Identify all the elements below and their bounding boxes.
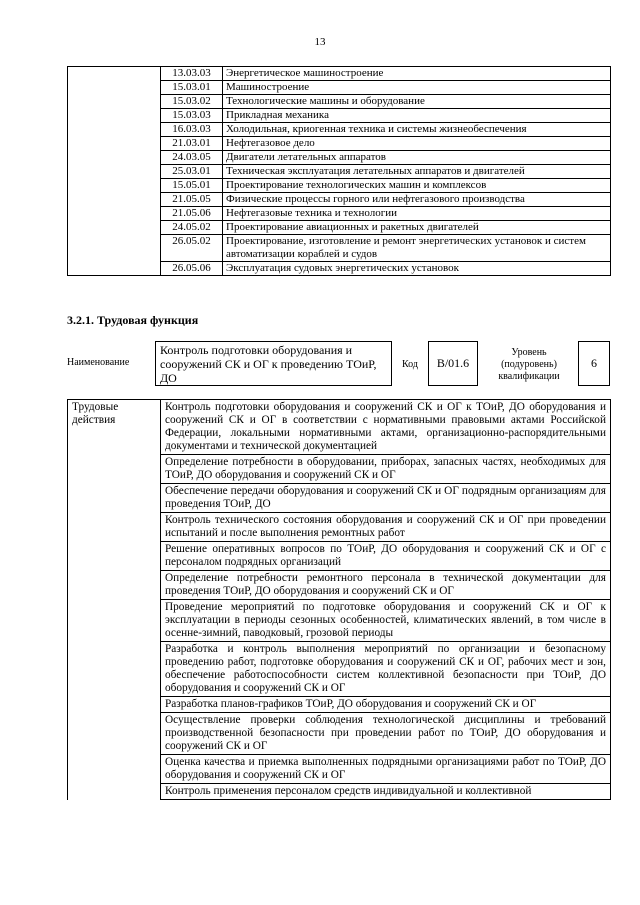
empty-cell <box>68 67 161 81</box>
labor-action: Определение потребности ремонтного персонала в технической документации для проведения ТОиР, ДО оборудования и сооружений СК и ОГ <box>161 571 611 600</box>
qualification-level: 6 <box>578 341 610 386</box>
empty-cell <box>68 123 161 137</box>
labor-action: Контроль подготовки оборудования и сооружений СК и ОГ к ТОиР, ДО оборудования и сооружений СК и ОГ в соответствии с нормативными правовыми актами Российской Федерации, локальными нормативными актами, организационно-распорядительными документами и технической документацией <box>161 400 611 455</box>
section-title: 3.2.1. Трудовая функция <box>67 313 199 327</box>
specialty-code: 21.03.01 <box>161 137 223 151</box>
name-label: Наименование <box>67 357 130 368</box>
labor-action: Разработка планов-графиков ТОиР, ДО оборудования и сооружений СК и ОГ <box>161 697 611 713</box>
specialty-name: Машиностроение <box>223 81 611 95</box>
code-row <box>68 81 611 95</box>
specialty-codes-table <box>67 66 611 276</box>
specialty-code: 26.05.06 <box>161 262 223 276</box>
specialty-name: Проектирование, изготовление и ремонт энергетических установок и систем автоматизации кораблей и судов <box>223 235 611 262</box>
specialty-name: Нефтегазовое дело <box>223 137 611 151</box>
specialty-code: 13.03.03 <box>161 67 223 81</box>
specialty-code: 21.05.06 <box>161 207 223 221</box>
code-row <box>68 67 611 81</box>
specialty-name: Эксплуатация судовых энергетических установок <box>223 262 611 276</box>
empty-cell <box>68 151 161 165</box>
specialty-name: Техническая эксплуатация летательных аппаратов и двигателей <box>223 165 611 179</box>
function-name: Контроль подготовки оборудования и сооружений СК и ОГ к проведению ТОиР, ДО <box>155 341 392 386</box>
code-row <box>68 207 611 221</box>
labor-actions-table <box>67 399 611 800</box>
labor-action: Оценка качества и приемка выполненных подрядными организациями работ по ТОиР, ДО оборудования и сооружений СК и ОГ <box>161 755 611 784</box>
code-row <box>68 165 611 179</box>
level-label: Уровень (подуровень) квалификации <box>498 347 560 382</box>
specialty-name: Нефтегазовые техника и технологии <box>223 207 611 221</box>
code-row <box>68 151 611 165</box>
specialty-name: Энергетическое машиностроение <box>223 67 611 81</box>
specialty-name: Холодильная, криогенная техника и системы жизнеобеспечения <box>223 123 611 137</box>
actions-label: Трудовые действия <box>68 400 161 800</box>
specialty-name: Технологические машины и оборудование <box>223 95 611 109</box>
code-row <box>68 137 611 151</box>
specialty-code: 24.05.02 <box>161 221 223 235</box>
empty-cell <box>68 235 161 262</box>
empty-cell <box>68 262 161 276</box>
specialty-code: 15.05.01 <box>161 179 223 193</box>
code-row <box>68 109 611 123</box>
empty-cell <box>68 95 161 109</box>
labor-action: Проведение мероприятий по подготовке оборудования и сооружений СК и ОГ к эксплуатации в периоды сезонных особенностей, климатических явлений, в том числе в осенне-зимний, паводковый, грозовой периоды <box>161 600 611 642</box>
empty-cell <box>68 179 161 193</box>
function-code: В/01.6 <box>428 341 478 386</box>
labor-action: Определение потребности в оборудовании, приборах, запасных частях, необходимых для ТОиР, ДО оборудования и сооружений СК и ОГ <box>161 455 611 484</box>
specialty-name: Физические процессы горного или нефтегазового производства <box>223 193 611 207</box>
code-row <box>68 193 611 207</box>
specialty-code: 21.05.05 <box>161 193 223 207</box>
specialty-name: Двигатели летательных аппаратов <box>223 151 611 165</box>
specialty-name: Проектирование авиационных и ракетных двигателей <box>223 221 611 235</box>
code-row <box>68 235 611 262</box>
labor-action: Контроль технического состояния оборудования и сооружений СК и ОГ при проведении испытаний и после выполнения ремонтных работ <box>161 513 611 542</box>
empty-cell <box>68 109 161 123</box>
labor-action: Осуществление проверки соблюдения технологической дисциплины и требований производственной безопасности при проведении работ по ТОиР, ДО оборудования и сооружений СК и ОГ <box>161 713 611 755</box>
specialty-code: 15.03.03 <box>161 109 223 123</box>
code-row <box>68 95 611 109</box>
labor-action: Контроль применения персоналом средств индивидуальной и коллективной <box>161 784 611 800</box>
code-row <box>68 221 611 235</box>
specialty-code: 26.05.02 <box>161 235 223 262</box>
labor-action: Разработка и контроль выполнения мероприятий по организации и безопасному проведению работ, подготовке оборудования и сооружений СК и ОГ, рабочих мест и зон, обеспечение работоспособности систем коллективной безопасности при ТОиР, ДО оборудования и сооружений СК и ОГ <box>161 642 611 697</box>
empty-cell <box>68 207 161 221</box>
specialty-code: 15.03.02 <box>161 95 223 109</box>
code-row <box>68 262 611 276</box>
specialty-code: 16.03.03 <box>161 123 223 137</box>
specialty-name: Проектирование технологических машин и комплексов <box>223 179 611 193</box>
empty-cell <box>68 193 161 207</box>
specialty-code: 24.03.05 <box>161 151 223 165</box>
empty-cell <box>68 81 161 95</box>
specialty-code: 15.03.01 <box>161 81 223 95</box>
code-row <box>68 179 611 193</box>
empty-cell <box>68 137 161 151</box>
empty-cell <box>68 165 161 179</box>
labor-action: Решение оперативных вопросов по ТОиР, ДО оборудования и сооружений СК и ОГ с персоналом подрядных организаций <box>161 542 611 571</box>
specialty-name: Прикладная механика <box>223 109 611 123</box>
action-row <box>68 400 611 455</box>
code-label: Код <box>402 359 418 370</box>
specialty-code: 25.03.01 <box>161 165 223 179</box>
labor-action: Обеспечение передачи оборудования и сооружений СК и ОГ подрядным организациям для проведения ТОиР, ДО <box>161 484 611 513</box>
empty-cell <box>68 221 161 235</box>
page-number: 13 <box>314 36 326 48</box>
code-row <box>68 123 611 137</box>
